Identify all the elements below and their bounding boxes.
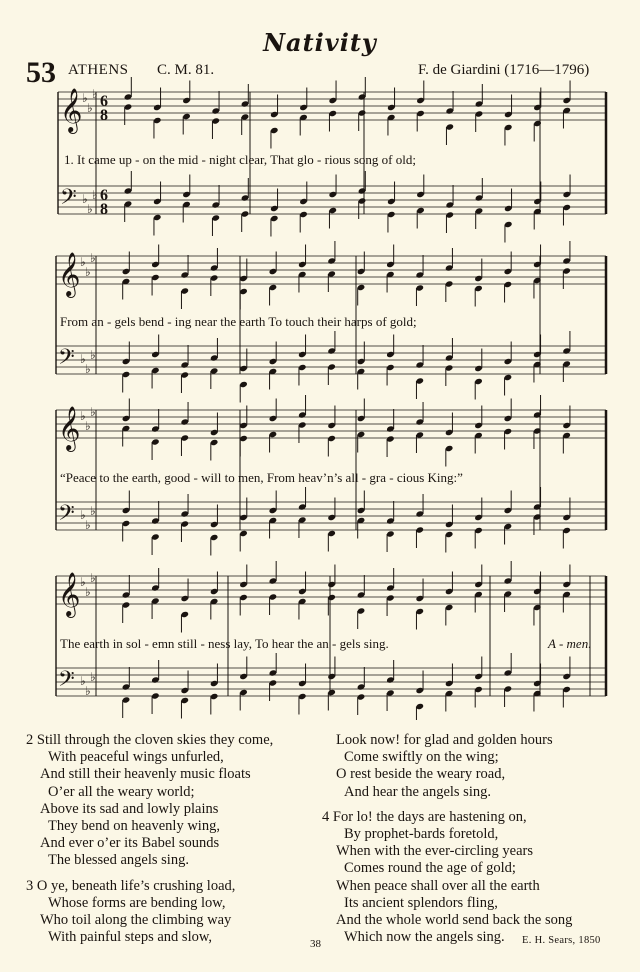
bass-clef: 𝄢 <box>58 501 75 531</box>
bass-clef: 𝄢 <box>58 345 75 375</box>
time-signature-bottom: 8 <box>100 107 108 124</box>
verse-line: Above its sad and lowly plains <box>40 800 219 817</box>
verse-line: Who toil along the climbing way <box>40 912 232 929</box>
treble-clef: 𝄞 <box>58 406 81 450</box>
verse-line: When peace shall over all the earth <box>336 877 540 894</box>
verse-line: With peaceful wings unfurled, <box>48 749 224 766</box>
meter: C. M. 81. <box>157 62 215 78</box>
verse-line: They bend on heavenly wing, <box>48 818 220 835</box>
treble-clef: 𝄞 <box>60 88 83 132</box>
verse-line: Look now! for glad and golden hours <box>336 732 553 748</box>
lyric-line-4: The earth in sol - emn still - ness lay, To hear the an - gels sing. <box>60 636 389 651</box>
verse-line: When with the ever-circling years <box>336 843 533 860</box>
flat-sign: ♭ <box>80 508 86 522</box>
flat-sign: ♭ <box>85 585 91 599</box>
verse-line: Its ancient splendors fling, <box>344 894 498 911</box>
flat-sign: ♭ <box>85 518 91 532</box>
flat-sign: ♭ <box>90 251 96 265</box>
flat-sign: ♭ <box>80 255 86 269</box>
time-signature-top: 6 <box>100 187 108 204</box>
verse-line: And hear the angels sing. <box>344 783 491 800</box>
verse-line: 4 For lo! the days are hastening on, <box>322 808 527 825</box>
flat-sign: ♭ <box>82 192 88 206</box>
time-signature-top: 6 <box>100 93 108 110</box>
hymn-number: 53 <box>26 56 56 89</box>
hymn-title: Nativity <box>263 28 377 57</box>
verse-line: Whose forms are bending low, <box>48 894 226 911</box>
stanza-4 <box>322 809 632 947</box>
page-number: 38 <box>310 938 321 950</box>
flat-sign: ♭ <box>85 362 91 376</box>
stanza-3-continued <box>322 732 632 801</box>
flat-sign: ♭ <box>87 202 93 216</box>
verse-line: O’er all the weary world; <box>48 783 195 800</box>
verse-line: With painful steps and slow, <box>48 929 212 946</box>
amen-text: A - men. <box>548 636 592 651</box>
flat-sign: ♭ <box>85 265 91 279</box>
bass-clef: 𝄢 <box>58 667 75 697</box>
bass-clef: 𝄢 <box>60 185 77 215</box>
verse-line: Comes round the age of gold; <box>344 860 516 877</box>
lyric-line-1: 1. It came up - on the mid - night clear, That glo - rious song of old; <box>64 152 416 167</box>
flat-sign: ♭ <box>82 91 88 105</box>
verse-line: Which now the angels sing. <box>344 929 505 946</box>
verse-line: 2 Still through the cloven skies they come, <box>26 732 274 748</box>
flat-sign: ♭ <box>87 101 93 115</box>
verses-right-column <box>322 732 632 946</box>
verse-line: And the whole world send back the song <box>336 912 573 929</box>
treble-clef: 𝄞 <box>58 252 81 296</box>
flat-sign: ♭ <box>92 87 98 101</box>
verse-line: 3 O ye, beneath life’s crushing load, <box>26 877 236 894</box>
flat-sign: ♭ <box>90 571 96 585</box>
verse-line: O rest beside the weary road, <box>336 766 506 783</box>
composer: F. de Giardini (1716—1796) <box>418 62 590 78</box>
verse-line: Come swiftly on the wing; <box>344 749 499 766</box>
flat-sign: ♭ <box>80 409 86 423</box>
flat-sign: ♭ <box>90 348 96 362</box>
treble-clef: 𝄞 <box>58 572 81 616</box>
hymn-author: E. H. Sears, 1850 <box>522 935 601 946</box>
flat-sign: ♭ <box>90 405 96 419</box>
flat-sign: ♭ <box>85 684 91 698</box>
time-signature-bottom: 8 <box>100 201 108 218</box>
flat-sign: ♭ <box>90 670 96 684</box>
tune-name: ATHENS <box>68 62 129 78</box>
lyric-line-3: “Peace to the earth, good - will to men, From heav’n’s all - gra - cious King:” <box>60 470 463 485</box>
verse-line: And still their heavenly music floats <box>40 766 251 783</box>
flat-sign: ♭ <box>90 504 96 518</box>
flat-sign: ♭ <box>80 575 86 589</box>
stanza-3 <box>26 878 326 947</box>
flat-sign: ♭ <box>85 419 91 433</box>
flat-sign: ♭ <box>80 352 86 366</box>
verse-line: The blessed angels sing. <box>48 852 189 869</box>
verses-left-column <box>26 732 326 946</box>
flat-sign: ♭ <box>80 674 86 688</box>
verse-line: And ever o’er its Babel sounds <box>40 835 220 852</box>
stanza-2 <box>26 732 326 870</box>
lyric-line-2: From an - gels bend - ing near the earth To touch their harps of gold; <box>60 314 417 329</box>
verse-line: By prophet-bards foretold, <box>344 826 499 843</box>
flat-sign: ♭ <box>92 188 98 202</box>
